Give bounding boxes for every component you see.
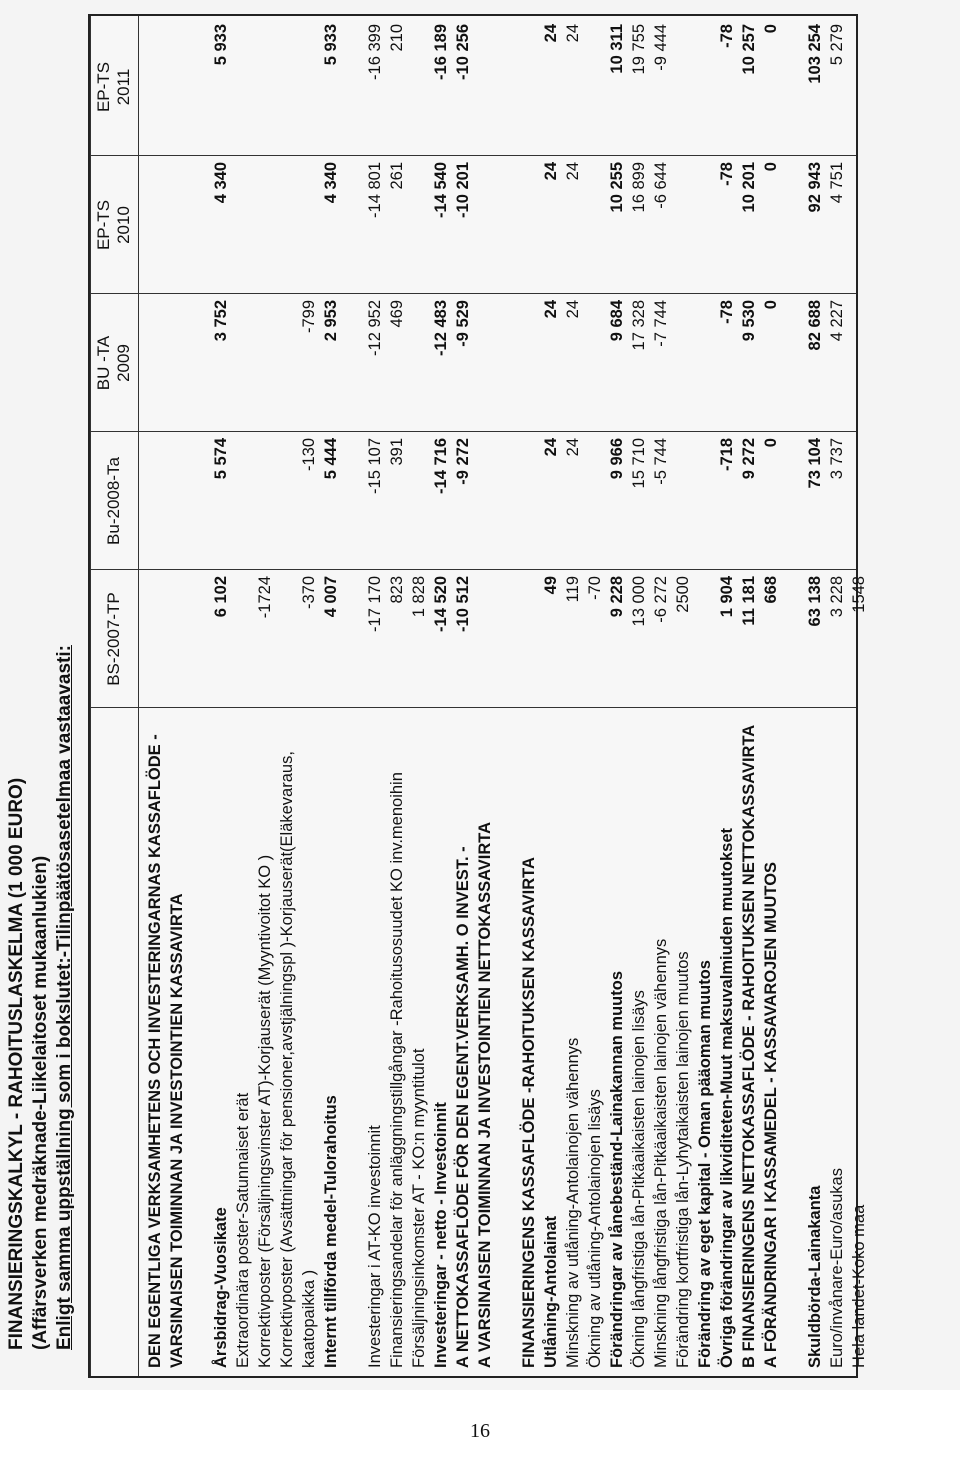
cell-value: 82 688: [806, 300, 824, 351]
col-header-2007: BS-2007-TP: [104, 592, 123, 686]
row-label: Korrektivposter (Avsättningar för pensioner,avstjälningspl )-Korjauserät(Eläkevaraus,: [278, 751, 296, 1368]
cell-value: 4 227: [828, 300, 846, 342]
row-label: A FÖRÄNDRINGAR I KASSAMEDEL - KASSAVAROJEN MUUTOS: [762, 861, 780, 1368]
row-label: kaatopaikka ): [300, 1269, 318, 1368]
cell-value: 4 007: [322, 576, 340, 618]
cell-value: 5 279: [828, 24, 846, 66]
cell-value: 3 737: [828, 438, 846, 480]
table-row: [298, 16, 320, 1376]
table-row: [760, 16, 782, 1376]
cell-value: 9 684: [608, 300, 626, 342]
cell-value: 1548: [850, 576, 868, 613]
table-row: [232, 16, 254, 1376]
cell-value: -9 444: [652, 24, 670, 71]
table-row: [364, 16, 386, 1376]
cell-value: -6 272: [652, 576, 670, 623]
table-row: [166, 16, 188, 1376]
row-label: Investeringar - netto - Investoinnit: [432, 1102, 450, 1368]
table-row: [584, 16, 606, 1376]
row-label: DEN EGENTLIGA VERKSAMHETENS OCH INVESTERINGARNAS KASSAFLÖDE -: [146, 734, 164, 1368]
page-number: 16: [470, 1420, 490, 1442]
row-label: Euro/invånare-Euro/asukas: [828, 1168, 846, 1368]
cell-value: -799: [300, 300, 318, 334]
cell-value: -14 540: [432, 162, 450, 218]
row-label: Finansieringsandelar för anläggningstillgångar -Rahoitusosuudet KO inv.menoihin: [388, 772, 406, 1368]
row-label: Ökning långfristiga lån-Pitkäaikaisten lainojen lisäys: [630, 990, 648, 1368]
cell-value: -5 744: [652, 438, 670, 485]
cell-value: -14 520: [432, 576, 450, 632]
row-label: Övriga förändringar av likviditeten-Muut maksuvalmiuden muutokset: [718, 827, 736, 1368]
cell-value: -78: [718, 24, 736, 48]
table-row: [210, 16, 232, 1376]
cell-value: -17 170: [366, 576, 384, 632]
table-row: [716, 16, 738, 1376]
cell-value: -14 716: [432, 438, 450, 494]
cell-value: 73 104: [806, 438, 824, 489]
table-row: [254, 16, 276, 1376]
cell-value: -370: [300, 576, 318, 610]
table-row: [628, 16, 650, 1376]
table-row: [518, 16, 540, 1376]
cell-value: 10 311: [608, 24, 626, 74]
cell-value: -78: [718, 300, 736, 324]
table-row: [408, 16, 430, 1376]
cell-value: -14 801: [366, 162, 384, 218]
cell-value: 16 899: [630, 162, 648, 213]
cash-flow-table: [88, 14, 868, 1378]
table-row: [540, 16, 562, 1376]
row-label: Extraordinära poster-Satunnaiset erät: [234, 1092, 252, 1368]
cell-value: 1 904: [718, 576, 736, 618]
table-row: [430, 16, 452, 1376]
cell-value: 19 755: [630, 24, 648, 75]
table-row: [452, 16, 474, 1376]
cell-value: 6 102: [212, 576, 230, 618]
report-subtitle: (Affärsverken medräknade-Liikelaitoset mukaanlukien): [30, 855, 51, 1350]
cell-value: 15 710: [630, 438, 648, 489]
table-row: [694, 16, 716, 1376]
report-note: Enligt samma uppställning som i bokslutet:-Tilinpäätösasetelmaa vastaavasti:: [54, 645, 75, 1350]
cell-value: 103 254: [806, 24, 824, 84]
table-row: [188, 16, 210, 1376]
table-row: [386, 16, 408, 1376]
cell-value: 24: [542, 438, 560, 457]
cell-value: 24: [564, 162, 582, 181]
cell-value: 3 752: [212, 300, 230, 342]
row-label: Investeringar i AT-KO investoinnit: [366, 1125, 384, 1368]
table-row: [144, 16, 166, 1376]
table-row: [562, 16, 584, 1376]
cell-value: 4 340: [322, 162, 340, 204]
row-label: Årsbidrag-Vuosikate: [212, 1207, 230, 1368]
cell-value: 92 943: [806, 162, 824, 213]
row-label: Ökning av utlåning-Antolainojen lisäys: [586, 1089, 604, 1368]
cell-value: 49: [542, 576, 560, 595]
row-label: Utlåning-Antolainat: [542, 1215, 560, 1368]
cell-value: 261: [388, 162, 406, 190]
row-label: Förändringar av lånebeständ-Lainakannan muutos: [608, 971, 626, 1368]
cell-value: -1724: [256, 576, 274, 619]
cell-value: -16 189: [432, 24, 450, 80]
row-label: Förändring kortfristiga lån-Lyhytaikaisten lainojen muutos: [674, 951, 692, 1368]
table-row: [606, 16, 628, 1376]
cell-value: 469: [388, 300, 406, 328]
cell-value: 9 530: [740, 300, 758, 342]
row-label: A NETTOKASSAFLÖDE FÖR DEN EGENT.VERKSAMH. O INVEST. -: [454, 846, 472, 1368]
row-label: Korrektivposter (Försäljningsvinster AT)-Korjauserät (Myyntivoitot KO ): [256, 854, 274, 1368]
table-row: [276, 16, 298, 1376]
table-row: [738, 16, 760, 1376]
table-row: [672, 16, 694, 1376]
cell-value: 9 228: [608, 576, 626, 618]
cell-value: 10 257: [740, 24, 758, 75]
cell-value: 4 751: [828, 162, 846, 204]
table-row: [320, 16, 342, 1376]
col-header-2011: EP-TS 2011: [94, 61, 133, 113]
cell-value: 0: [762, 300, 780, 310]
cell-value: -10 512: [454, 576, 472, 632]
table-top-rule: [90, 16, 91, 1376]
cell-value: 0: [762, 24, 780, 34]
cell-value: 9 272: [740, 438, 758, 480]
cell-value: -10 256: [454, 24, 472, 80]
table-row: [496, 16, 518, 1376]
cell-value: -10 201: [454, 162, 472, 218]
table-row: [342, 16, 364, 1376]
table-row: [848, 16, 870, 1376]
cell-value: -15 107: [366, 438, 384, 494]
cell-value: 1 828: [410, 576, 428, 618]
cell-value: 4 340: [212, 162, 230, 204]
cell-value: 24: [542, 300, 560, 319]
cell-value: -9 529: [454, 300, 472, 347]
table-row: [826, 16, 848, 1376]
cell-value: 11 181: [740, 576, 758, 626]
cell-value: 24: [564, 300, 582, 319]
table-row: [650, 16, 672, 1376]
cell-value: 0: [762, 438, 780, 448]
cell-value: 2 953: [322, 300, 340, 342]
cell-value: -7 744: [652, 300, 670, 347]
cell-value: 5 933: [322, 24, 340, 66]
col-header-2008: Bu-2008-Ta: [104, 457, 123, 545]
table-row: [782, 16, 804, 1376]
row-label: Försäljningsinkomster AT - KO:n myyntitulot: [410, 1048, 428, 1368]
cell-value: -70: [586, 576, 604, 600]
row-label: Minskning långfristiga lån-Pitkäaikaisten lainojen vähennys: [652, 938, 670, 1368]
table-row: [474, 16, 496, 1376]
cell-value: -16 399: [366, 24, 384, 80]
cell-value: -9 272: [454, 438, 472, 485]
header-rule: [138, 16, 139, 1376]
cell-value: 24: [564, 438, 582, 457]
cell-value: 24: [542, 24, 560, 43]
cell-value: -12 483: [432, 300, 450, 356]
cell-value: -130: [300, 438, 318, 472]
row-label: Hela landet-Koko maa: [850, 1204, 868, 1368]
cell-value: 13 000: [630, 576, 648, 627]
row-label: Skuldbörda-Lainakanta: [806, 1185, 824, 1368]
row-label: A VARSINAISEN TOIMINNAN JA INVESTOINTIEN NETTOKASSAVIRTA: [476, 821, 494, 1368]
col-header-2010: EP-TS 2010: [94, 199, 133, 251]
row-label: Internt tillförda medel-Tulorahoitus: [322, 1095, 340, 1368]
col-header-2009: BU -TA 2009: [94, 335, 133, 391]
cell-value: 63 138: [806, 576, 824, 627]
cell-value: -78: [718, 162, 736, 186]
cell-value: 210: [388, 24, 406, 52]
cell-value: 24: [564, 24, 582, 43]
cell-value: 5 444: [322, 438, 340, 480]
cell-value: 24: [542, 162, 560, 181]
cell-value: 823: [388, 576, 406, 604]
cell-value: 10 201: [740, 162, 758, 213]
cell-value: 668: [762, 576, 780, 604]
cell-value: 17 328: [630, 300, 648, 351]
report-title: FINANSIERINGSKALKYL - RAHOITUSLASKELMA (1 000 EURO): [6, 777, 27, 1350]
row-label: B FINANSIERINGENS NETTOKASSAFLÖDE - RAHOITUKSEN NETTOKASSAVIRTA: [740, 724, 758, 1368]
cell-value: 119: [564, 576, 582, 603]
cell-value: -718: [718, 438, 736, 472]
row-label: Minskning av utlåning-Antolainojen vähennys: [564, 1037, 582, 1368]
cell-value: 9 966: [608, 438, 626, 480]
cell-value: 0: [762, 162, 780, 172]
row-label: VARSINAISEN TOIMINNAN JA INVESTOINTIEN KASSAVIRTA: [168, 893, 186, 1368]
cell-value: 5 933: [212, 24, 230, 66]
table-row: [804, 16, 826, 1376]
cell-value: -12 952: [366, 300, 384, 356]
cell-value: 2500: [674, 576, 692, 613]
cell-value: 10 255: [608, 162, 626, 213]
cell-value: 391: [388, 438, 406, 466]
cell-value: 5 574: [212, 438, 230, 480]
cell-value: 3 228: [828, 576, 846, 618]
cell-value: -6 644: [652, 162, 670, 209]
row-label: Förändring av eget kapital - Oman pääoman muutos: [696, 960, 714, 1368]
row-label: FINANSIERINGENS KASSAFLÖDE -RAHOITUKSEN KASSAVIRTA: [520, 857, 538, 1368]
